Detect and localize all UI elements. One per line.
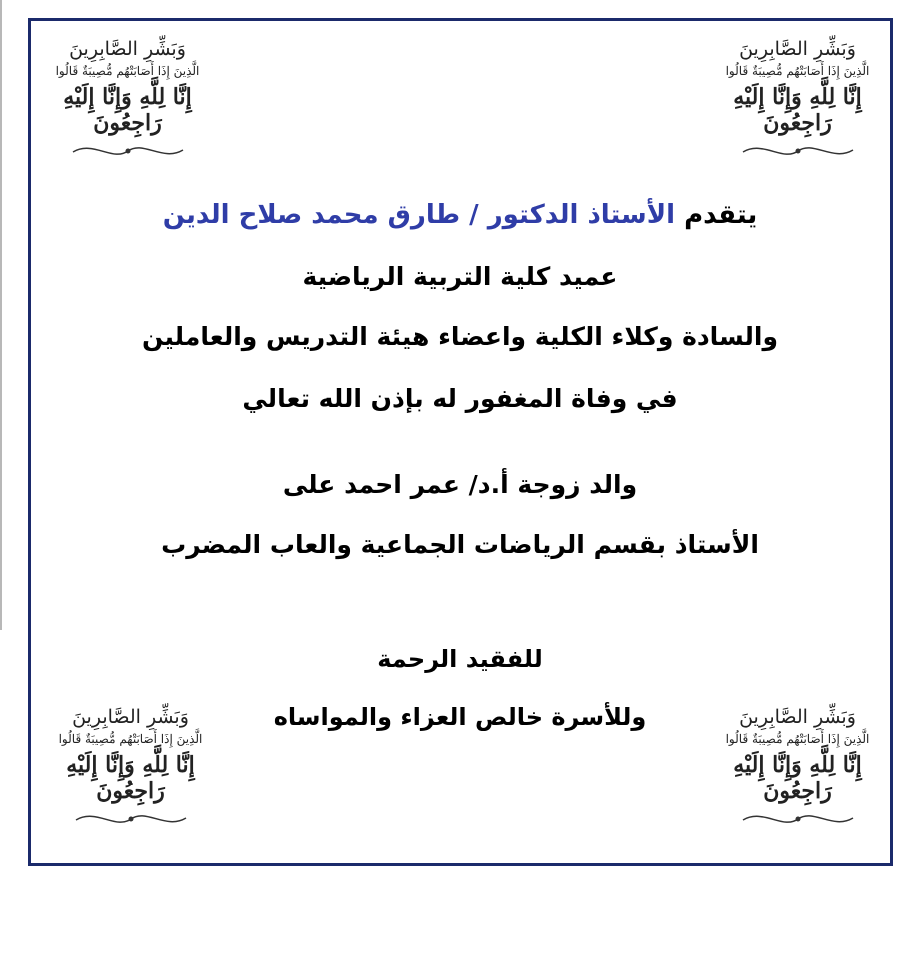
ornament-top-left xyxy=(35,32,220,182)
ornament-verse-3: إِنَّا لِلَّهِ وَإِنَّا إِلَيْهِ رَاجِعُونَ xyxy=(66,752,195,804)
ornament-verse-1: وَبَشِّرِ الصَّابِرِينَ xyxy=(72,706,189,728)
ornament-verse-1: وَبَشِّرِ الصَّابِرِينَ xyxy=(69,38,186,60)
ornament-swirl-icon xyxy=(71,808,191,830)
dean-name: الأستاذ الدكتور / طارق محمد صلاح الدين xyxy=(162,200,676,230)
ornament-verse-3: إِنَّا لِلَّهِ وَإِنَّا إِلَيْهِ رَاجِعُونَ xyxy=(733,752,862,804)
ornament-top-right xyxy=(705,32,890,182)
announcement-line-1 xyxy=(0,200,920,230)
ornament-swirl-icon xyxy=(738,140,858,162)
ornament-verse-1: وَبَشِّرِ الصَّابِرِينَ xyxy=(739,706,856,728)
professor-department: الأستاذ بقسم الرياضات الجماعية والعاب المضرب xyxy=(161,530,759,559)
ornament-verse-2: الَّذِينَ إِذَا أَصَابَتْهُم مُّصِيبَةٌ قَالُوا xyxy=(58,732,203,746)
condolence-line: وللأسرة خالص العزاء والمواساه xyxy=(273,703,647,731)
ornament-verse-2: الَّذِينَ إِذَا أَصَابَتْهُم مُّصِيبَةٌ قَالُوا xyxy=(55,64,200,78)
ornament-verse-1: وَبَشِّرِ الصَّابِرِينَ xyxy=(739,38,856,60)
ornament-verse-3: إِنَّا لِلَّهِ وَإِنَّا إِلَيْهِ رَاجِعُونَ xyxy=(63,84,192,136)
intro-word: يتقدم xyxy=(684,200,758,230)
ornament-swirl-icon xyxy=(738,808,858,830)
ornament-verse-2: الَّذِينَ إِذَا أَصَابَتْهُم مُّصِيبَةٌ قَالُوا xyxy=(725,732,870,746)
mercy-line: للفقيد الرحمة xyxy=(377,645,543,673)
announcement-line-4: في وفاة المغفور له بإذن الله تعالي xyxy=(242,384,678,413)
ornament-swirl-icon xyxy=(68,140,188,162)
announcement-line-3: والسادة وكلاء الكلية واعضاء هيئة التدريس والعاملين xyxy=(141,322,779,351)
ornament-verse-2: الَّذِينَ إِذَا أَصَابَتْهُم مُّصِيبَةٌ قَالُوا xyxy=(725,64,870,78)
announcement-line-2: عميد كلية التربية الرياضية xyxy=(302,262,618,291)
deceased-relation: والد زوجة أ.د/ عمر احمد على xyxy=(282,470,638,499)
ornament-verse-3: إِنَّا لِلَّهِ وَإِنَّا إِلَيْهِ رَاجِعُونَ xyxy=(733,84,862,136)
